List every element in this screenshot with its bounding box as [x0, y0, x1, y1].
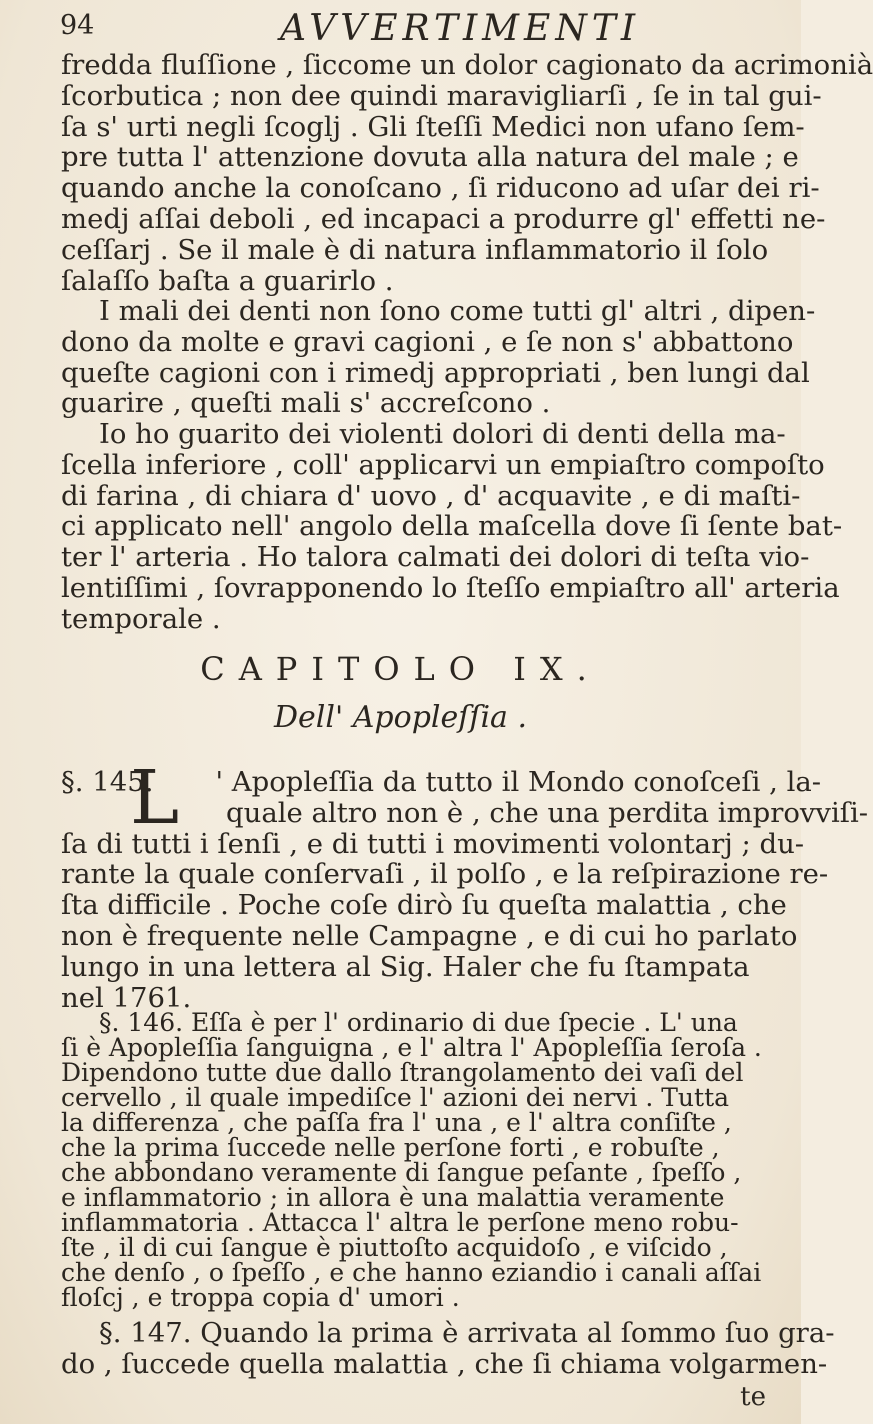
section-147: [61, 1317, 835, 1380]
text-line: che la prima ſuccede nelle perſone forti , e robuſte ,: [61, 1133, 720, 1162]
paragraph-remedy: [61, 418, 843, 635]
text-line: temporale .: [61, 602, 221, 635]
text-line: lungo in una lettera al Sig. Haler che fu ſtampata: [61, 950, 750, 983]
text-line: ſte , il di cui ſangue è piuttoſto acquidoſo , e viſcido ,: [61, 1233, 728, 1262]
text-line: fredda fluſſione , ſiccome un dolor cagionato da acrimonià: [61, 49, 873, 81]
text-line: medj aſſai deboli , ed incapaci a produrre gl' effetti ne-: [61, 202, 826, 235]
text-line: ſcella inferiore , coll' applicarvi un empiaſtro compoſto: [61, 448, 825, 481]
page-number: 94: [60, 10, 95, 41]
text-line: §. 147. Quando la prima è arrivata al ſommo ſuo gra-: [99, 1317, 835, 1349]
text-line: dono da molte e gravi cagioni , e ſe non s' abbattono: [61, 325, 794, 358]
text-line: quando anche la conoſcano , ſi riducono ad uſar dei ri-: [61, 172, 820, 205]
text-line: ceſſarj . Se il male è di natura inflammatorio il ſolo: [61, 233, 769, 266]
text-line: e inflammatorio ; in allora è una malattia veramente: [61, 1183, 725, 1212]
text-line: cervello , il quale impediſce l' azioni dei nervi . Tutta: [61, 1083, 730, 1112]
text-line: inflammatoria . Attacca l' altra le perſone meno robu-: [61, 1208, 739, 1237]
running-title: AVVERTIMENTI: [280, 8, 641, 49]
text-line: di farina , di chiara d' uovo , d' acquavite , e di maſti-: [61, 479, 801, 512]
text-line: ſalaſſo baſta a guarirlo .: [61, 264, 394, 297]
text-line: rante la quale conſervaſi , il polſo , e la reſpirazione re-: [61, 858, 829, 891]
text-line: ſi è Apopleſſia ſanguigna , e l' altra l' Apopleſſia ſeroſa .: [61, 1033, 762, 1062]
drop-cap: L: [130, 755, 180, 841]
text-line: §. 146. Eſſa è per l' ordinario di due ſpecie . L' una: [99, 1008, 738, 1037]
text-line: la differenza , che paſſa fra l' una , e l' altra conſiſte ,: [61, 1108, 732, 1137]
section-second-line: quale altro non è , che una perdita improvviſi-: [226, 796, 869, 829]
text-line: nel 1761.: [61, 981, 192, 1014]
text-line: queſte cagioni con i rimedj appropriati , ben lungi dal: [61, 356, 810, 389]
paragraph-teeth: [61, 295, 816, 420]
section-146: [61, 1010, 786, 1310]
text-line: che abbondano veramente di ſangue peſante , ſpeſſo ,: [61, 1158, 742, 1187]
text-line: do , ſuccede quella malattia , che ſi chiama volgarmen-: [61, 1347, 828, 1380]
text-line: guarire , queſti mali s' accreſcono .: [61, 387, 551, 420]
text-line: che denſo , o ſpeſſo , e che hanno eziandio i canali aſſai: [61, 1258, 762, 1287]
text-line: floſcj , e troppa copia d' umori .: [61, 1283, 460, 1312]
text-line: ci applicato nell' angolo della maſcella dove ſi ſente bat-: [61, 510, 843, 543]
section-first-line-text: ' Apopleſſia da tutto il Mondo conoſceſi , la-: [215, 766, 822, 798]
text-line: ſta difficile . Poche coſe dirò ſu queſta malattia , che: [61, 889, 787, 922]
text-line: Dipendono tutte due dallo ſtrangolamento dei vaſi del: [61, 1058, 744, 1087]
text-line: non è frequente nelle Campagne , e di cui ho parlato: [61, 919, 798, 952]
text-line: ter l' arteria . Ho talora calmati dei dolori di teſta vio-: [61, 541, 810, 574]
catchword: te: [740, 1382, 766, 1412]
paragraph-fluxion: [61, 49, 873, 297]
text-line: ſa s' urti negli ſcoglj . Gli ſteſſi Medici non ufano ſem-: [61, 110, 805, 143]
text-line: lentiſſimi , ſovrapponendo lo ſteſſo empiaſtro all' arteria: [61, 571, 840, 604]
page-header: [60, 6, 760, 50]
chapter-subtitle: Dell' Apopleſſia .: [273, 700, 528, 735]
chapter-heading: CAPITOLO IX.: [200, 650, 601, 688]
section-number: §. 145.: [61, 766, 154, 798]
text-line: ſcorbutica ; non dee quindi maravigliarſi , ſe in tal gui-: [61, 79, 822, 112]
text-line: ſa di tutti i ſenſi , e di tutti i movimenti volontarj ; du-: [61, 827, 805, 860]
text-line: Io ho guarito dei violenti dolori di denti della ma-: [99, 418, 786, 450]
text-line: I mali dei denti non ſono come tutti gl' altri , dipen-: [99, 295, 816, 327]
text-line: pre tutta l' attenzione dovuta alla natura del male ; e: [61, 141, 799, 174]
